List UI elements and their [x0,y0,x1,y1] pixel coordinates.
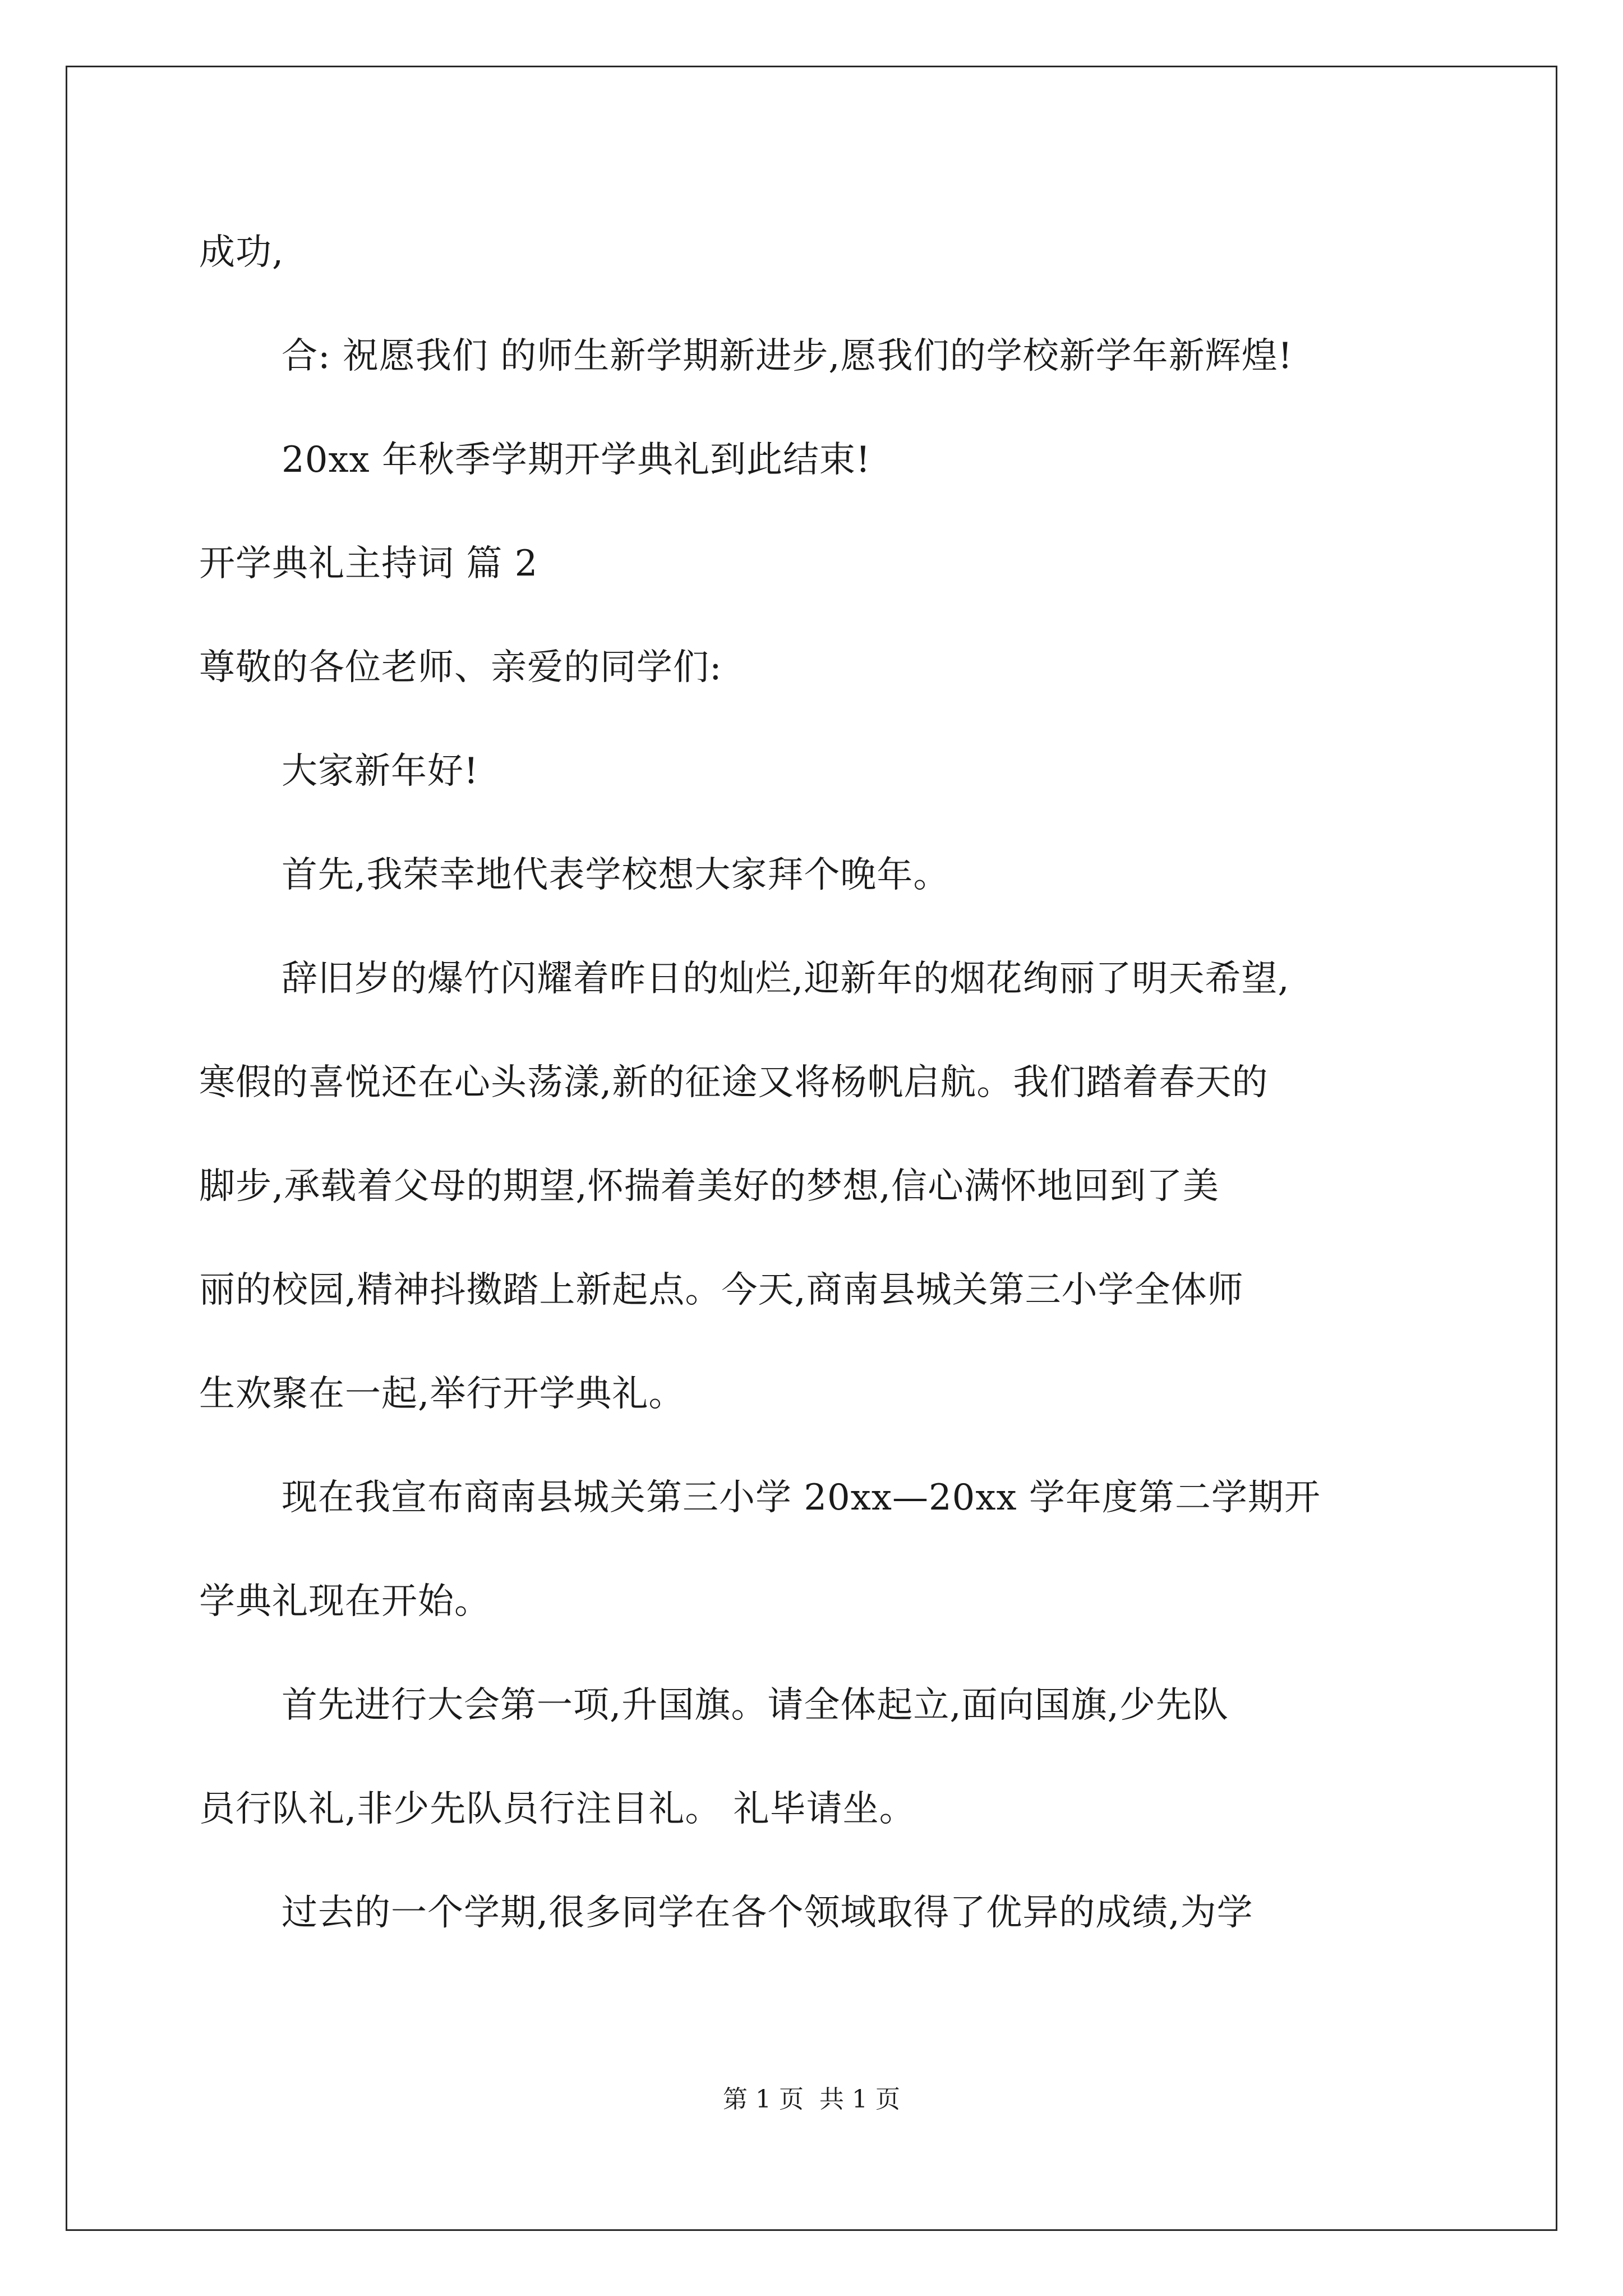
text-line: 寒假的喜悦还在心头荡漾,新的征途又将杨帆启航。我们踏着春天的 [199,1062,1269,1103]
text-line: 生欢聚在一起,举行开学典礼。 [199,1373,685,1415]
text-line: 大家新年好! [282,751,479,792]
salutation: 尊敬的各位老师、亲爱的同学们: [199,647,722,688]
text-line: 首先进行大会第一项,升国旗。请全体起立,面向国旗,少先队 [282,1685,1229,1726]
text-line: 丽的校园,精神抖擞踏上新起点。今天,商南县城关第三小学全体师 [199,1269,1244,1311]
text-line: 成功, [199,232,284,273]
page-footer: 第 1 页 共 1 页 [723,2085,900,2114]
text-line: 学典礼现在开始。 [199,1581,491,1622]
text-line: 过去的一个学期,很多同学在各个领域取得了优异的成绩,为学 [282,1892,1253,1934]
text-line: 现在我宣布商南县城关第三小学 20xx—20xx 学年度第二学期开 [282,1477,1321,1519]
text-line: 辞旧岁的爆竹闪耀着昨日的灿烂,迎新年的烟花绚丽了明天希望, [282,958,1290,1000]
text-line: 20xx 年秋季学期开学典礼到此结束! [282,439,871,481]
text-line: 员行队礼,非少先队员行注目礼。 礼毕请坐。 [199,1788,916,1830]
section-heading: 开学典礼主持词 篇 2 [199,543,538,585]
text-line: 脚步,承载着父母的期望,怀揣着美好的梦想,信心满怀地回到了美 [199,1166,1220,1207]
text-line: 合: 祝愿我们 的师生新学期新进步,愿我们的学校新学年新辉煌! [282,335,1293,377]
text-line: 首先,我荣幸地代表学校想大家拜个晚年。 [282,854,950,896]
